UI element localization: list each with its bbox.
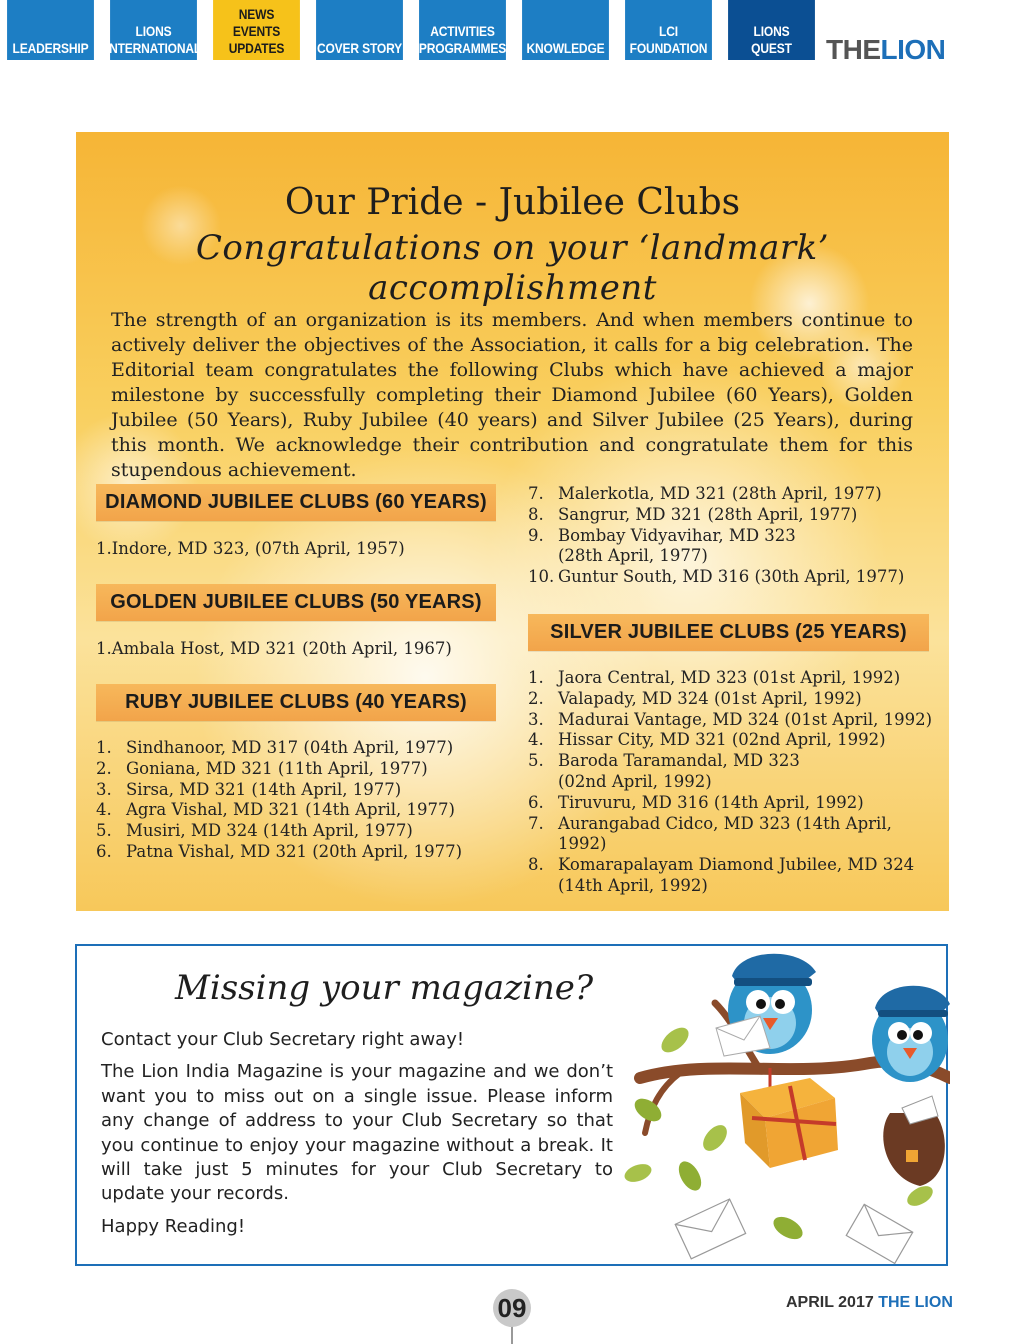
nav-tab-label: COVER STORY xyxy=(316,40,403,56)
club-list-text xyxy=(558,526,796,568)
club-list-number: 3. xyxy=(96,779,112,799)
club-list-text xyxy=(558,710,932,731)
club-list-number: 6. xyxy=(528,792,544,812)
footer-issue-date: APRIL 2017 xyxy=(786,1294,874,1311)
club-list-item xyxy=(528,567,928,588)
club-list-number: 1. xyxy=(528,668,544,687)
club-list-text xyxy=(558,855,914,897)
club-list-number: 1. xyxy=(96,738,112,757)
nav-tab-knowledge[interactable] xyxy=(522,0,609,60)
club-name: Bombay Vidyavihar, MD 323 xyxy=(558,525,796,545)
nav-tab-lions-international[interactable] xyxy=(105,0,202,60)
club-list-text xyxy=(558,484,882,505)
nav-tab-label: ACTIVITIES xyxy=(430,23,495,39)
club-name: Aurangabad Cidco, MD 323 (14th April, 1992) xyxy=(558,813,892,854)
club-list-text xyxy=(126,780,401,801)
club-list-number: 5. xyxy=(528,751,544,771)
diamond-heading: DIAMOND JUBILEE CLUBS (60 YEARS) xyxy=(96,484,496,521)
page-number: 09 xyxy=(493,1289,531,1327)
club-name: Sirsa, MD 321 (14th April, 1977) xyxy=(126,779,402,799)
panel-title: Our Pride - Jubilee Clubs xyxy=(284,182,741,223)
nav-tab-label: FOUNDATION xyxy=(629,40,708,56)
nav-tab-label: INTERNATIONAL xyxy=(105,40,202,56)
club-list-number: 8. xyxy=(528,855,544,875)
club-list-number: 7. xyxy=(528,813,544,833)
nav-tab-label: LIONS xyxy=(753,23,790,39)
club-list-number: 7. xyxy=(528,484,544,503)
club-list-text xyxy=(558,668,900,689)
nav-tab-label: NEWS xyxy=(238,6,275,22)
nav-tab-label: PROGRAMMES xyxy=(418,40,507,56)
club-list-item xyxy=(528,710,938,731)
club-list-text xyxy=(126,842,462,863)
club-list-item xyxy=(528,689,938,710)
club-list-number: 4. xyxy=(96,800,112,820)
club-date-continued: (28th April, 1977) xyxy=(558,546,708,566)
club-name: Jaora Central, MD 323 (01st April, 1992) xyxy=(558,668,901,687)
nav-tab-news-events-updates[interactable] xyxy=(213,0,300,60)
missing-title: Missing your magazine? xyxy=(175,968,594,1008)
club-list-item xyxy=(96,821,476,842)
club-list-text xyxy=(558,814,938,856)
club-name: Patna Vishal, MD 321 (20th April, 1977) xyxy=(126,841,463,861)
club-list-number: 3. xyxy=(528,709,544,729)
club-list-item xyxy=(528,484,928,505)
club-list-number: 2. xyxy=(96,758,112,778)
diamond-club: 1.Indore, MD 323, (07th April, 1957) xyxy=(96,539,405,558)
ruby-list-continued xyxy=(528,484,928,588)
club-list-item xyxy=(96,800,476,821)
club-list-item xyxy=(528,526,928,568)
club-list-number: 5. xyxy=(96,821,112,841)
club-name: Komarapalayam Diamond Jubilee, MD 324 xyxy=(558,855,915,875)
club-name: Baroda Taramandal, MD 323 xyxy=(558,751,800,771)
club-list-text xyxy=(126,759,428,780)
club-list-number: 10. xyxy=(528,567,555,587)
nav-tab-label: UPDATES xyxy=(228,40,285,56)
jubilee-panel xyxy=(76,132,949,911)
nav-tab-activities-programmes[interactable] xyxy=(419,0,506,60)
missing-body xyxy=(101,1028,613,1247)
club-list-item xyxy=(96,738,476,759)
nav-tab-leadership[interactable] xyxy=(7,0,94,60)
club-list-item xyxy=(96,780,476,801)
golden-heading: GOLDEN JUBILEE CLUBS (50 YEARS) xyxy=(96,584,496,621)
nav-tab-label: LIONS xyxy=(135,23,172,39)
silver-heading: SILVER JUBILEE CLUBS (25 YEARS) xyxy=(528,614,929,651)
nav-tab-label: KNOWLEDGE xyxy=(526,40,605,56)
mail-birds-illustration xyxy=(620,928,950,1273)
footer-issue xyxy=(786,1294,953,1312)
panel-subtitle: Congratulations on your ‘landmark’ accomplishment xyxy=(195,228,830,308)
brand-lion: LION xyxy=(880,34,946,65)
club-name: Hissar City, MD 321 (02nd April, 1992) xyxy=(558,730,886,750)
club-name: Musiri, MD 324 (14th April, 1977) xyxy=(126,821,413,841)
club-list-number: 6. xyxy=(96,841,112,861)
nav-tab-cover-story[interactable] xyxy=(316,0,403,60)
club-list-number: 9. xyxy=(528,525,544,545)
club-list-text xyxy=(126,738,453,759)
club-list-item xyxy=(96,759,476,780)
nav-tab-lci-foundation[interactable] xyxy=(625,0,712,60)
club-list-text xyxy=(558,505,857,526)
club-list-text xyxy=(558,689,862,710)
club-list-text xyxy=(558,567,904,588)
club-list-number: 8. xyxy=(528,504,544,524)
club-list-number: 2. xyxy=(528,688,544,708)
ruby-heading: RUBY JUBILEE CLUBS (40 YEARS) xyxy=(96,684,496,721)
intro-paragraph: The strength of an organization is its members. And when members continue to actively deliver the objectives of the Association, it calls for a big celebration. The Editorial team congratulates the following Clubs which have achieved a major milestone by successfully completing their Diamond Jubilee (60 Years), Golden Jubilee (50 Years), Ruby Jubilee (40 years) and Silver Jubilee (25 Years), during this month. We acknowledge their contribution and congratulate them for this stupendous achievement. xyxy=(111,309,913,481)
club-list-text xyxy=(126,800,455,821)
club-list-item xyxy=(96,842,476,863)
missing-contact-text: Contact your Club Secretary right away! xyxy=(101,1029,465,1050)
club-date-continued: (02nd April, 1992) xyxy=(558,771,712,791)
missing-closing-text: Happy Reading! xyxy=(101,1215,246,1237)
brand-the: THE xyxy=(826,34,881,65)
section-nav xyxy=(0,0,824,60)
club-list-item xyxy=(528,730,938,751)
ruby-list xyxy=(96,738,476,863)
club-date-continued: (14th April, 1992) xyxy=(558,875,708,895)
missing-main-text: The Lion India Magazine is your magazine and we don’t want you to miss out on a single issue. Please inform any change of address to your Club Secretary so that you continue to enjoy your magazine without a break. It will take just 5 minutes for your Club Secretary to update your records. xyxy=(101,1061,613,1205)
club-list-item xyxy=(528,668,938,689)
club-name: Sindhanoor, MD 317 (04th April, 1977) xyxy=(126,738,454,757)
nav-tab-label: LCI xyxy=(659,23,678,39)
nav-tab-label: EVENTS xyxy=(232,23,281,39)
club-list-item xyxy=(528,814,938,856)
brand-logo xyxy=(826,34,945,66)
club-name: Malerkotla, MD 321 (28th April, 1977) xyxy=(558,484,882,503)
club-name: Valapady, MD 324 (01st April, 1992) xyxy=(558,688,862,708)
silver-list xyxy=(528,668,938,897)
club-list-text xyxy=(126,821,413,842)
club-list-item xyxy=(528,855,938,897)
club-list-text xyxy=(558,793,864,814)
club-name: Agra Vishal, MD 321 (14th April, 1977) xyxy=(126,800,455,820)
club-name: Sangrur, MD 321 (28th April, 1977) xyxy=(558,504,858,524)
club-name: Goniana, MD 321 (11th April, 1977) xyxy=(126,758,428,778)
club-list-text xyxy=(558,751,800,793)
club-list-number: 4. xyxy=(528,730,544,750)
nav-tab-label: LEADERSHIP xyxy=(12,40,89,56)
club-name: Tiruvuru, MD 316 (14th April, 1992) xyxy=(558,792,864,812)
club-list-item xyxy=(528,751,938,793)
club-name: Guntur South, MD 316 (30th April, 1977) xyxy=(558,567,905,587)
golden-club: 1.Ambala Host, MD 321 (20th April, 1967) xyxy=(96,639,452,658)
club-list-text xyxy=(558,730,886,751)
club-name: Madurai Vantage, MD 324 (01st April, 1992) xyxy=(558,709,933,729)
nav-tab-lions-quest[interactable] xyxy=(728,0,815,60)
footer-brand: THE LION xyxy=(878,1294,953,1311)
club-list-item xyxy=(528,793,938,814)
nav-tab-label: QUEST xyxy=(751,40,792,56)
club-list-item xyxy=(528,505,928,526)
